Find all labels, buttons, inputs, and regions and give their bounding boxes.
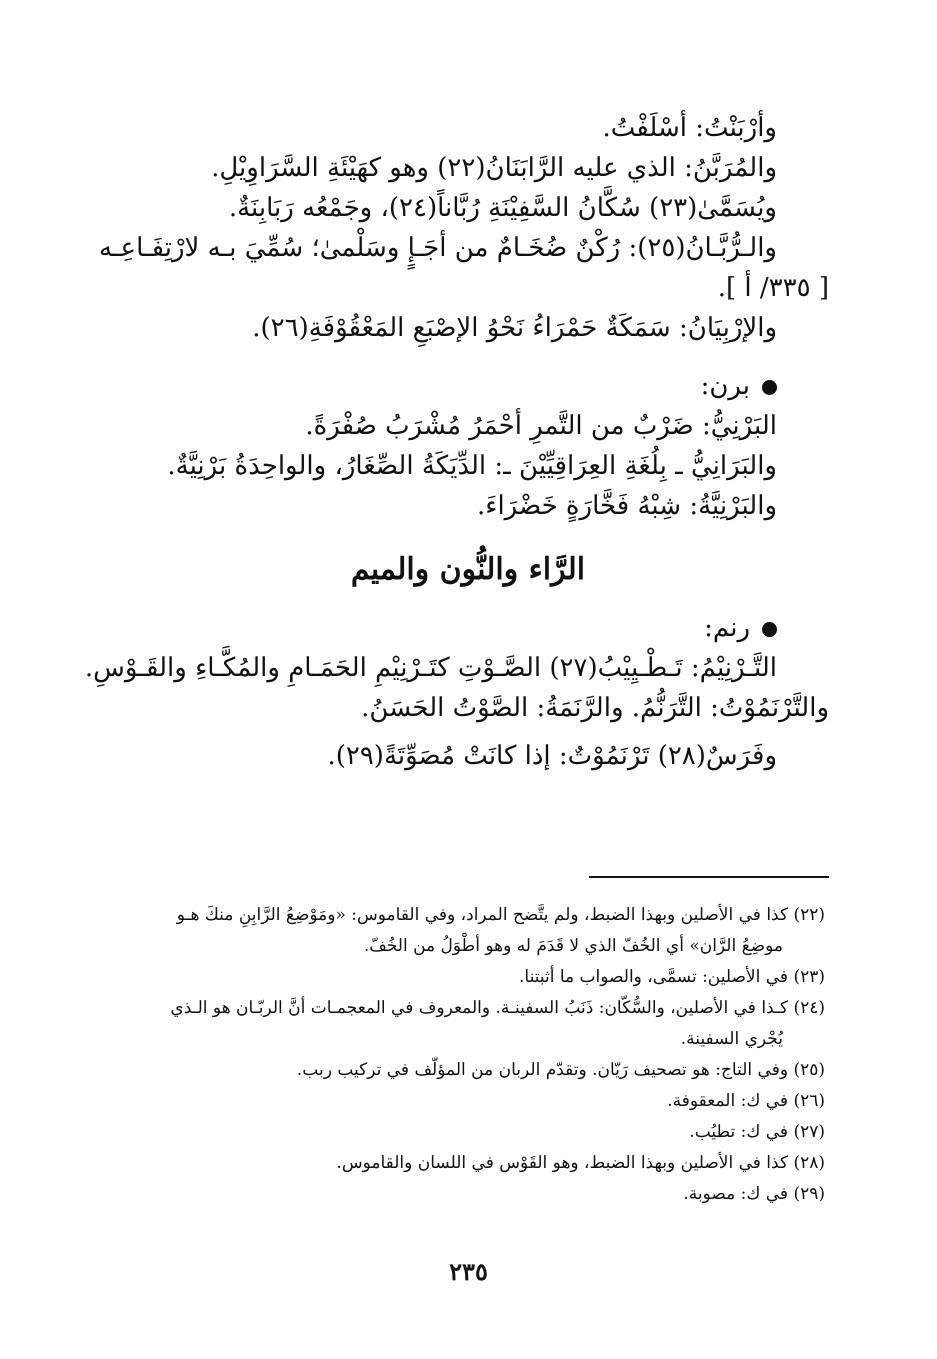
entry-line: البَرْنِيُّ: ضَرْبٌ من التَّمرِ أحْمَرُ مُشْرَبُ صُفْرَةً. bbox=[305, 411, 777, 441]
footnote-continuation: يُجْري السفينة. bbox=[680, 1029, 783, 1049]
footnote-text: (٢٩) في ك: مصوبة. bbox=[683, 1184, 825, 1204]
footnote-text: (٢٣) في الأصلين: تسمَّى، والصواب ما أثبتنا. bbox=[519, 967, 825, 987]
footnote-text: (٢٥) وفي التاج: هو تصحيف رَيّان. وتقدّم الربان من المؤلّف في تركيب ربب. bbox=[296, 1060, 825, 1080]
entry-line: وفَرَسٌ(٢٨) تَرْنَمُوْتٌ: إذا كانَتْ مُصَوِّتَةً(٢٩). bbox=[327, 741, 777, 771]
main-text bbox=[84, 108, 829, 776]
root-label: رنم: bbox=[704, 613, 750, 643]
footnote-text: (٢٤) كـذا في الأصلين، والسُّكّان: ذَنَبُ السفينـة. والمعروف في المعجمـات أنَّ الربّـان هو الـذي bbox=[170, 998, 825, 1018]
footnote-text: (٢٢) كذا في الأصلين وبهذا الضبط، ولم يتَّضح المراد، وفي القاموس: «ومَوْضِعُ الرَّابِنِ منكَ هـو bbox=[176, 905, 825, 925]
entry-line: والمُرَبَّنُ: الذي عليه الرَّابَنَانُ(٢٢) وهو كهَيْئَةِ السَّرَاوِيْلِ. bbox=[211, 153, 777, 183]
entry-line: وأرْبَنْتُ: أسْلَفْتُ. bbox=[602, 113, 777, 143]
footnote bbox=[109, 900, 825, 962]
entry-line: ويُسَمَّىٰ(٢٣) سُكَّانُ السَّفِيْنَةِ رُبَّاناً(٢٤)، وجَمْعُه رَبَابِنَةٌ. bbox=[228, 193, 777, 223]
footnote bbox=[109, 1148, 825, 1179]
footnote bbox=[109, 1055, 825, 1086]
root-heading-barn bbox=[107, 366, 829, 406]
footnote-text: (٢٦) في ك: المعقوفة. bbox=[667, 1091, 825, 1111]
footnote-continuation: موضِعُ الرَّان» أي الخُفّ الذي لا قَدَمَ له وهو أطْوَلُ من الخُفّ. bbox=[363, 936, 783, 956]
entry-line: والبَرَانِيُّ ـ بِلُغَةِ العِرَاقِيِّيْنَ ـ: الدِّيَكَةُ الصِّغَارُ، والواحِدَةُ بَرْنِيَّةٌ. bbox=[167, 451, 777, 481]
bullet-icon bbox=[762, 380, 777, 395]
footnote-text: (٢٧) في ك: تطيُب. bbox=[689, 1122, 825, 1142]
footnote bbox=[109, 1179, 825, 1210]
footnote-text: (٢٨) كذا في الأصلين وبهذا الضبط، وهو القَوْس في اللسان والقاموس. bbox=[336, 1153, 825, 1173]
footnote bbox=[109, 962, 825, 993]
chapter-heading: الرَّاء والنُّون والميم bbox=[350, 552, 586, 587]
bullet-icon bbox=[762, 622, 777, 637]
entry-line: والإرْبِيَانُ: سَمَكَةٌ حَمْرَاءُ نَحْوُ الإصْبَعِ المَعْقُوْفَةِ(٢٦). bbox=[252, 313, 777, 343]
entry-line: والتَّرْنَمُوْتُ: التَّرَنُّمُ. والرَّنَمَةُ: الصَّوْتُ الحَسَنُ. bbox=[361, 693, 829, 723]
footnote bbox=[109, 1086, 825, 1117]
entry-line: والبَرْنِيَّةُ: شِبْهُ فَخَّارَةٍ خَضْرَاءَ. bbox=[476, 491, 777, 521]
footnotes bbox=[109, 900, 825, 1210]
folio-marker: [ ٣٣٥/ أ ]. bbox=[717, 273, 829, 303]
entry-line: والـرُّبَّـانُ(٢٥): رُكْنٌ ضُخَـامٌ من أجَـإٍ وسَلْمىٰ؛ سُمِّيَ بـه لارْتِفَـاعِـه bbox=[99, 233, 777, 263]
footnote bbox=[109, 993, 825, 1055]
root-label: برن: bbox=[700, 371, 750, 401]
root-heading-ranam bbox=[107, 608, 829, 648]
footnote-divider bbox=[589, 876, 829, 878]
page-number: ٢٣٥ bbox=[449, 1257, 488, 1286]
entry-line: التَّـرْنِيْمُ: تَـطْـيِيْبُ(٢٧) الصَّـوْتِ كتَـرْنِيْمِ الحَمَـامِ والمُكَّـاءِ والقَـوْسِ. bbox=[84, 653, 777, 683]
footnote bbox=[109, 1117, 825, 1148]
